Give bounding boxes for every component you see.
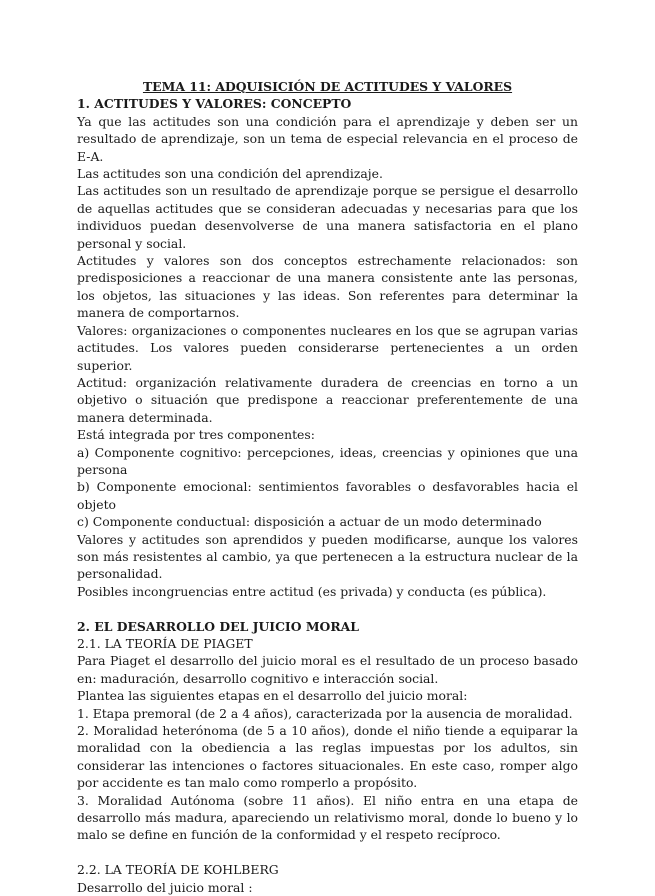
spacer (77, 844, 578, 861)
paragraph: Valores: organizaciones o componentes nucleares en los que se agrupan varias actitudes. Los valores pueden considerarse pertenecientes a un orden superior. (77, 322, 578, 373)
paragraph: Para Piaget el desarrollo del juicio moral es el resultado de un proceso basado en: maduración, desarrollo cognitivo e interacción social. (77, 653, 578, 686)
subsection-heading-kohlberg: 2.2. LA TEORÍA DE KOHLBERG (77, 862, 279, 878)
list-item: b) Componente emocional: sentimientos favorables o desfavorables hacia el objeto (77, 479, 578, 512)
list-item: a) Componente cognitivo: percepciones, ideas, creencias y opiniones que una persona (77, 444, 578, 477)
section-heading-actitudes: 1. ACTITUDES Y VALORES: CONCEPTO (77, 96, 352, 112)
subsection-heading-piaget: 2.1. LA TEORÍA DE PIAGET (77, 635, 253, 651)
section-heading-juicio-moral: 2. EL DESARROLLO DEL JUICIO MORAL (77, 618, 359, 634)
list-item: c) Componente conductual: disposición a actuar de un modo determinado (77, 514, 542, 530)
paragraph: Las actitudes son una condición del aprendizaje. (77, 166, 383, 182)
list-item: 3. Moralidad Autónoma (sobre 11 años). El niño entra en una etapa de desarrollo más madura, apareciendo un relativismo moral, donde lo bueno y lo malo se define en función de la conformidad y el respeto recíproco. (77, 792, 578, 843)
paragraph: Actitud: organización relativamente duradera de creencias en torno a un objetivo o situación que predispone a reaccionar preferentemente de una manera determinada. (77, 374, 578, 425)
paragraph: Plantea las siguientes etapas en el desarrollo del juicio moral: (77, 688, 468, 704)
paragraph: Valores y actitudes son aprendidos y pueden modificarse, aunque los valores son más resistentes al cambio, ya que pertenecen a la estructura nuclear de la personalidad. (77, 531, 578, 582)
paragraph: Ya que las actitudes son una condición para el aprendizaje y deben ser un resultado de aprendizaje, son un tema de especial relevancia en el proceso de E-A. (77, 113, 578, 164)
paragraph: Desarrollo del juicio moral : (77, 879, 253, 895)
paragraph: Las actitudes son un resultado de aprendizaje porque se persigue el desarrollo de aquellas actitudes que se consideran adecuadas y necesarias para que los individuos puedan desenvolverse de una manera satisfactoria en el plano personal y social. (77, 183, 578, 251)
paragraph: Está integrada por tres componentes: (77, 427, 315, 443)
spacer (77, 600, 578, 617)
paragraph: Posibles incongruencias entre actitud (es privada) y conducta (es pública). (77, 583, 547, 599)
document-title: TEMA 11: ADQUISICIÓN DE ACTITUDES Y VALORES (142, 79, 513, 94)
list-item: 1. Etapa premoral (de 2 a 4 años), caracterizada por la ausencia de moralidad. (77, 705, 573, 721)
paragraph: Actitudes y valores son dos conceptos estrechamente relacionados: son predisposiciones a reaccionar de una manera consistente ante las personas, los objetos, las situaciones y las ideas. Son referentes para determinar la manera de comportarnos. (77, 253, 578, 321)
list-item: 2. Moralidad heterónoma (de 5 a 10 años), donde el niño tiende a equiparar la moralidad con la obediencia a las reglas impuestas por los adultos, sin considerar las intenciones o factores situacionales. En este caso, romper algo por accidente es tan malo como romperlo a propósito. (77, 723, 578, 791)
